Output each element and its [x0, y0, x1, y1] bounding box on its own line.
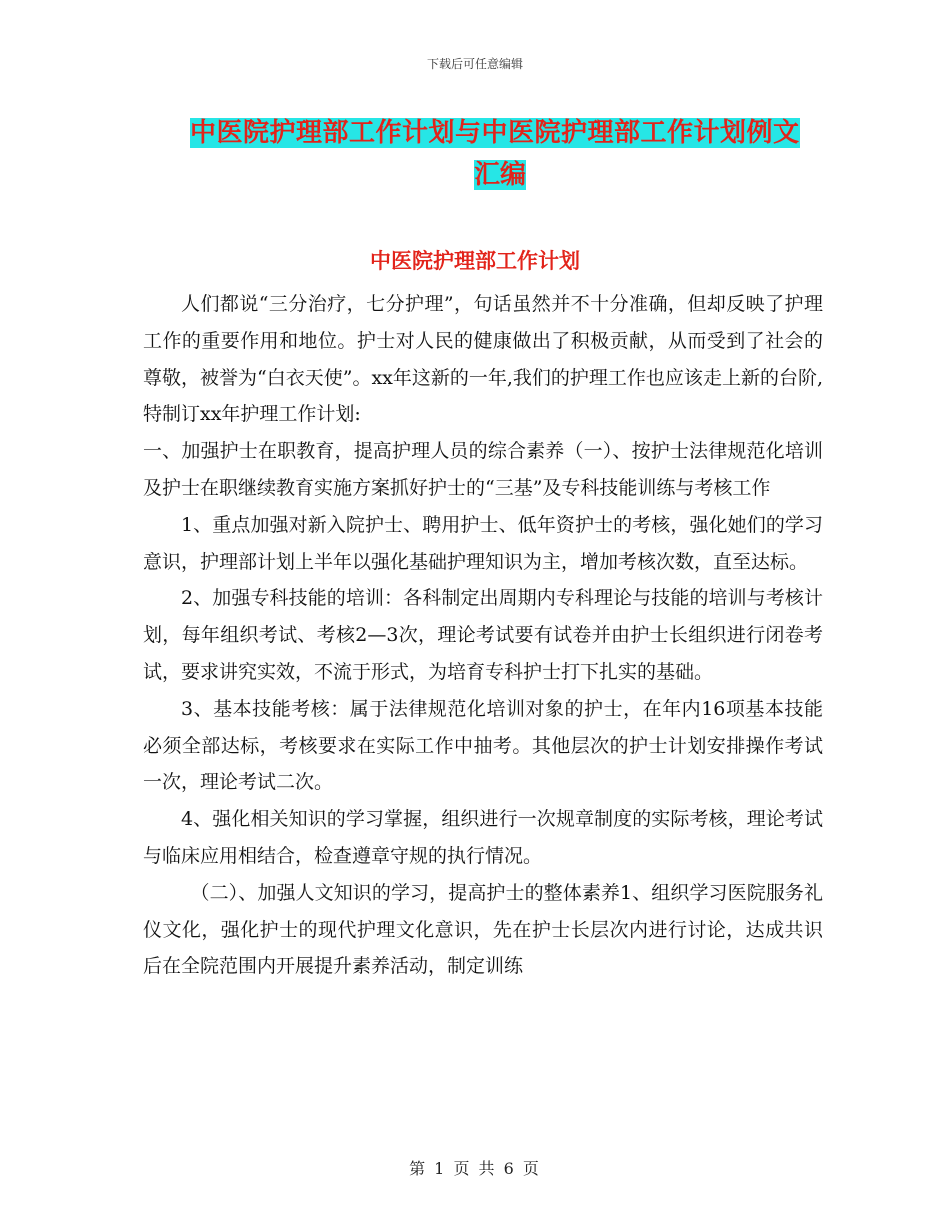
- paragraph-heading-1: 一、加强护士在职教育，提高护理人员的综合素养（一）、按护士法律规范化培训及护士在职继续教育实施方案抓好护士的“三基”及专科技能训练与考核工作: [143, 440, 823, 499]
- page-number: 第 1 页 共 6 页: [409, 1159, 541, 1178]
- paragraph-item-2: 2、加强专科技能的培训：各科制定出周期内专科理论与技能的培训与考核计划，每年组织考试、考核2—3次，理论考试要有试卷并由护士长组织进行闭卷考试，要求讲究实效，不流于形式，为培育专科护士打下扎实的基础。: [143, 587, 823, 683]
- page-header-note: 下载后可任意编辑: [426, 57, 523, 71]
- paragraph-intro: 人们都说“三分治疗，七分护理”，句话虽然并不十分准确，但却反映了护理工作的重要作用和地位。护士对人民的健康做出了积极贡献，从而受到了社会的尊敬，被誉为“白衣天使”。xx年这新的一年,我们的护理工作也应该走上新的台阶,特制订xx年护理工作计划:: [143, 293, 823, 426]
- paragraph-item-3: 3、基本技能考核：属于法律规范化培训对象的护士，在年内16项基本技能必须全部达标，考核要求在实际工作中抽考。其他层次的护士计划安排操作考试一次，理论考试二次。: [143, 697, 823, 794]
- paragraph-heading-2: （二）、加强人文知识的学习，提高护士的整体素养1、组织学习医院服务礼仪文化，强化护士的现代护理文化意识，先在护士长层次内进行讨论，达成共识后在全院范围内开展提升素养活动，制定训练: [143, 881, 823, 978]
- section-title: 中医院护理部工作计划: [370, 248, 580, 273]
- document-body: [143, 286, 823, 985]
- title-line-1: 中医院护理部工作计划与中医院护理部工作计划例文: [190, 118, 800, 148]
- paragraph-item-1: 1、重点加强对新入院护士、聘用护士、低年资护士的考核，强化她们的学习意识，护理部计划上半年以强化基础护理知识为主，增加考核次数，直至达标。: [143, 513, 823, 573]
- title-line-2: 汇编: [473, 160, 526, 190]
- paragraph-item-4: 4、强化相关知识的学习掌握，组织进行一次规章制度的实际考核，理论考试与临床应用相结合，检查遵章守规的执行情况。: [143, 808, 823, 867]
- document-title: [190, 112, 810, 196]
